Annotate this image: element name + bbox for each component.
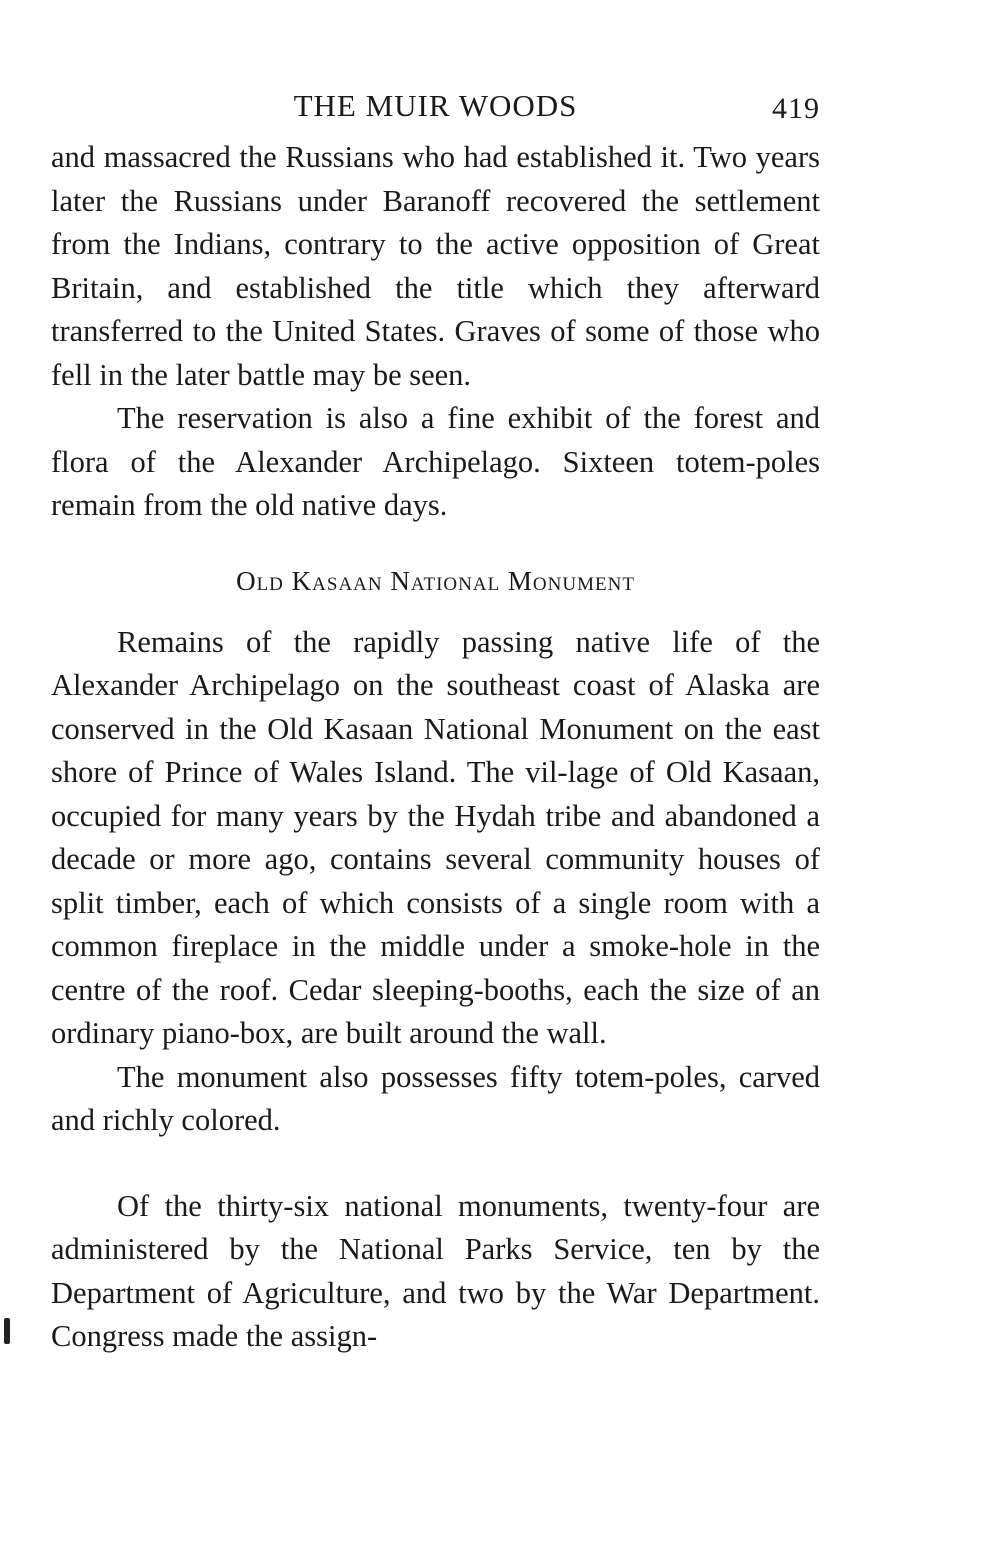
page-number: 419 — [772, 92, 820, 125]
paragraph-monuments-administration: Of the thirty-six national monuments, twenty-four are administered by the National Parks Service, ten by the Department of Agriculture, and two by the War Department. Congress made the assign- — [51, 1188, 820, 1353]
paragraph-kasaan-remains: Remains of the rapidly passing native life of the Alexander Archipelago on the southeast coast of Alaska are conserved in the Old Kasaan National Monument on the east shore of Prince of Wales Island. The vil-lage of Old Kasaan, occupied for many years by the Hydah tribe and abandoned a decade or more ago, contains several community houses of split timber, each of which consists of a single room with a common fireplace in the middle under a smoke-hole in the centre of the roof. Cedar sleeping-booths, each the size of an ordinary piano-box, are built around the wall. — [51, 624, 820, 1050]
running-title: THE MUIR WOODS — [293, 88, 578, 123]
margin-ink-mark — [4, 1318, 10, 1344]
running-header — [51, 88, 820, 136]
section-heading: Old Kasaan National Monument — [236, 565, 635, 596]
paragraph-totem-poles: The monument also possesses fifty totem-poles, carved and richly colored. — [51, 1059, 820, 1137]
paragraph-reservation: The reservation is also a fine exhibit of the forest and flora of the Alexander Archipelago. Sixteen totem-poles remain from the old native days. — [51, 401, 820, 522]
book-page — [51, 88, 820, 1359]
section-break — [51, 1143, 820, 1185]
paragraph-continued: and massacred the Russians who had established it. Two years later the Russians under Baranoff recovered the settlement from the Indians, contrary to the active opposition of Great Britain, and established the title which they afterward transferred to the United States. Graves of some of those who fell in the later battle may be seen. — [51, 140, 820, 392]
